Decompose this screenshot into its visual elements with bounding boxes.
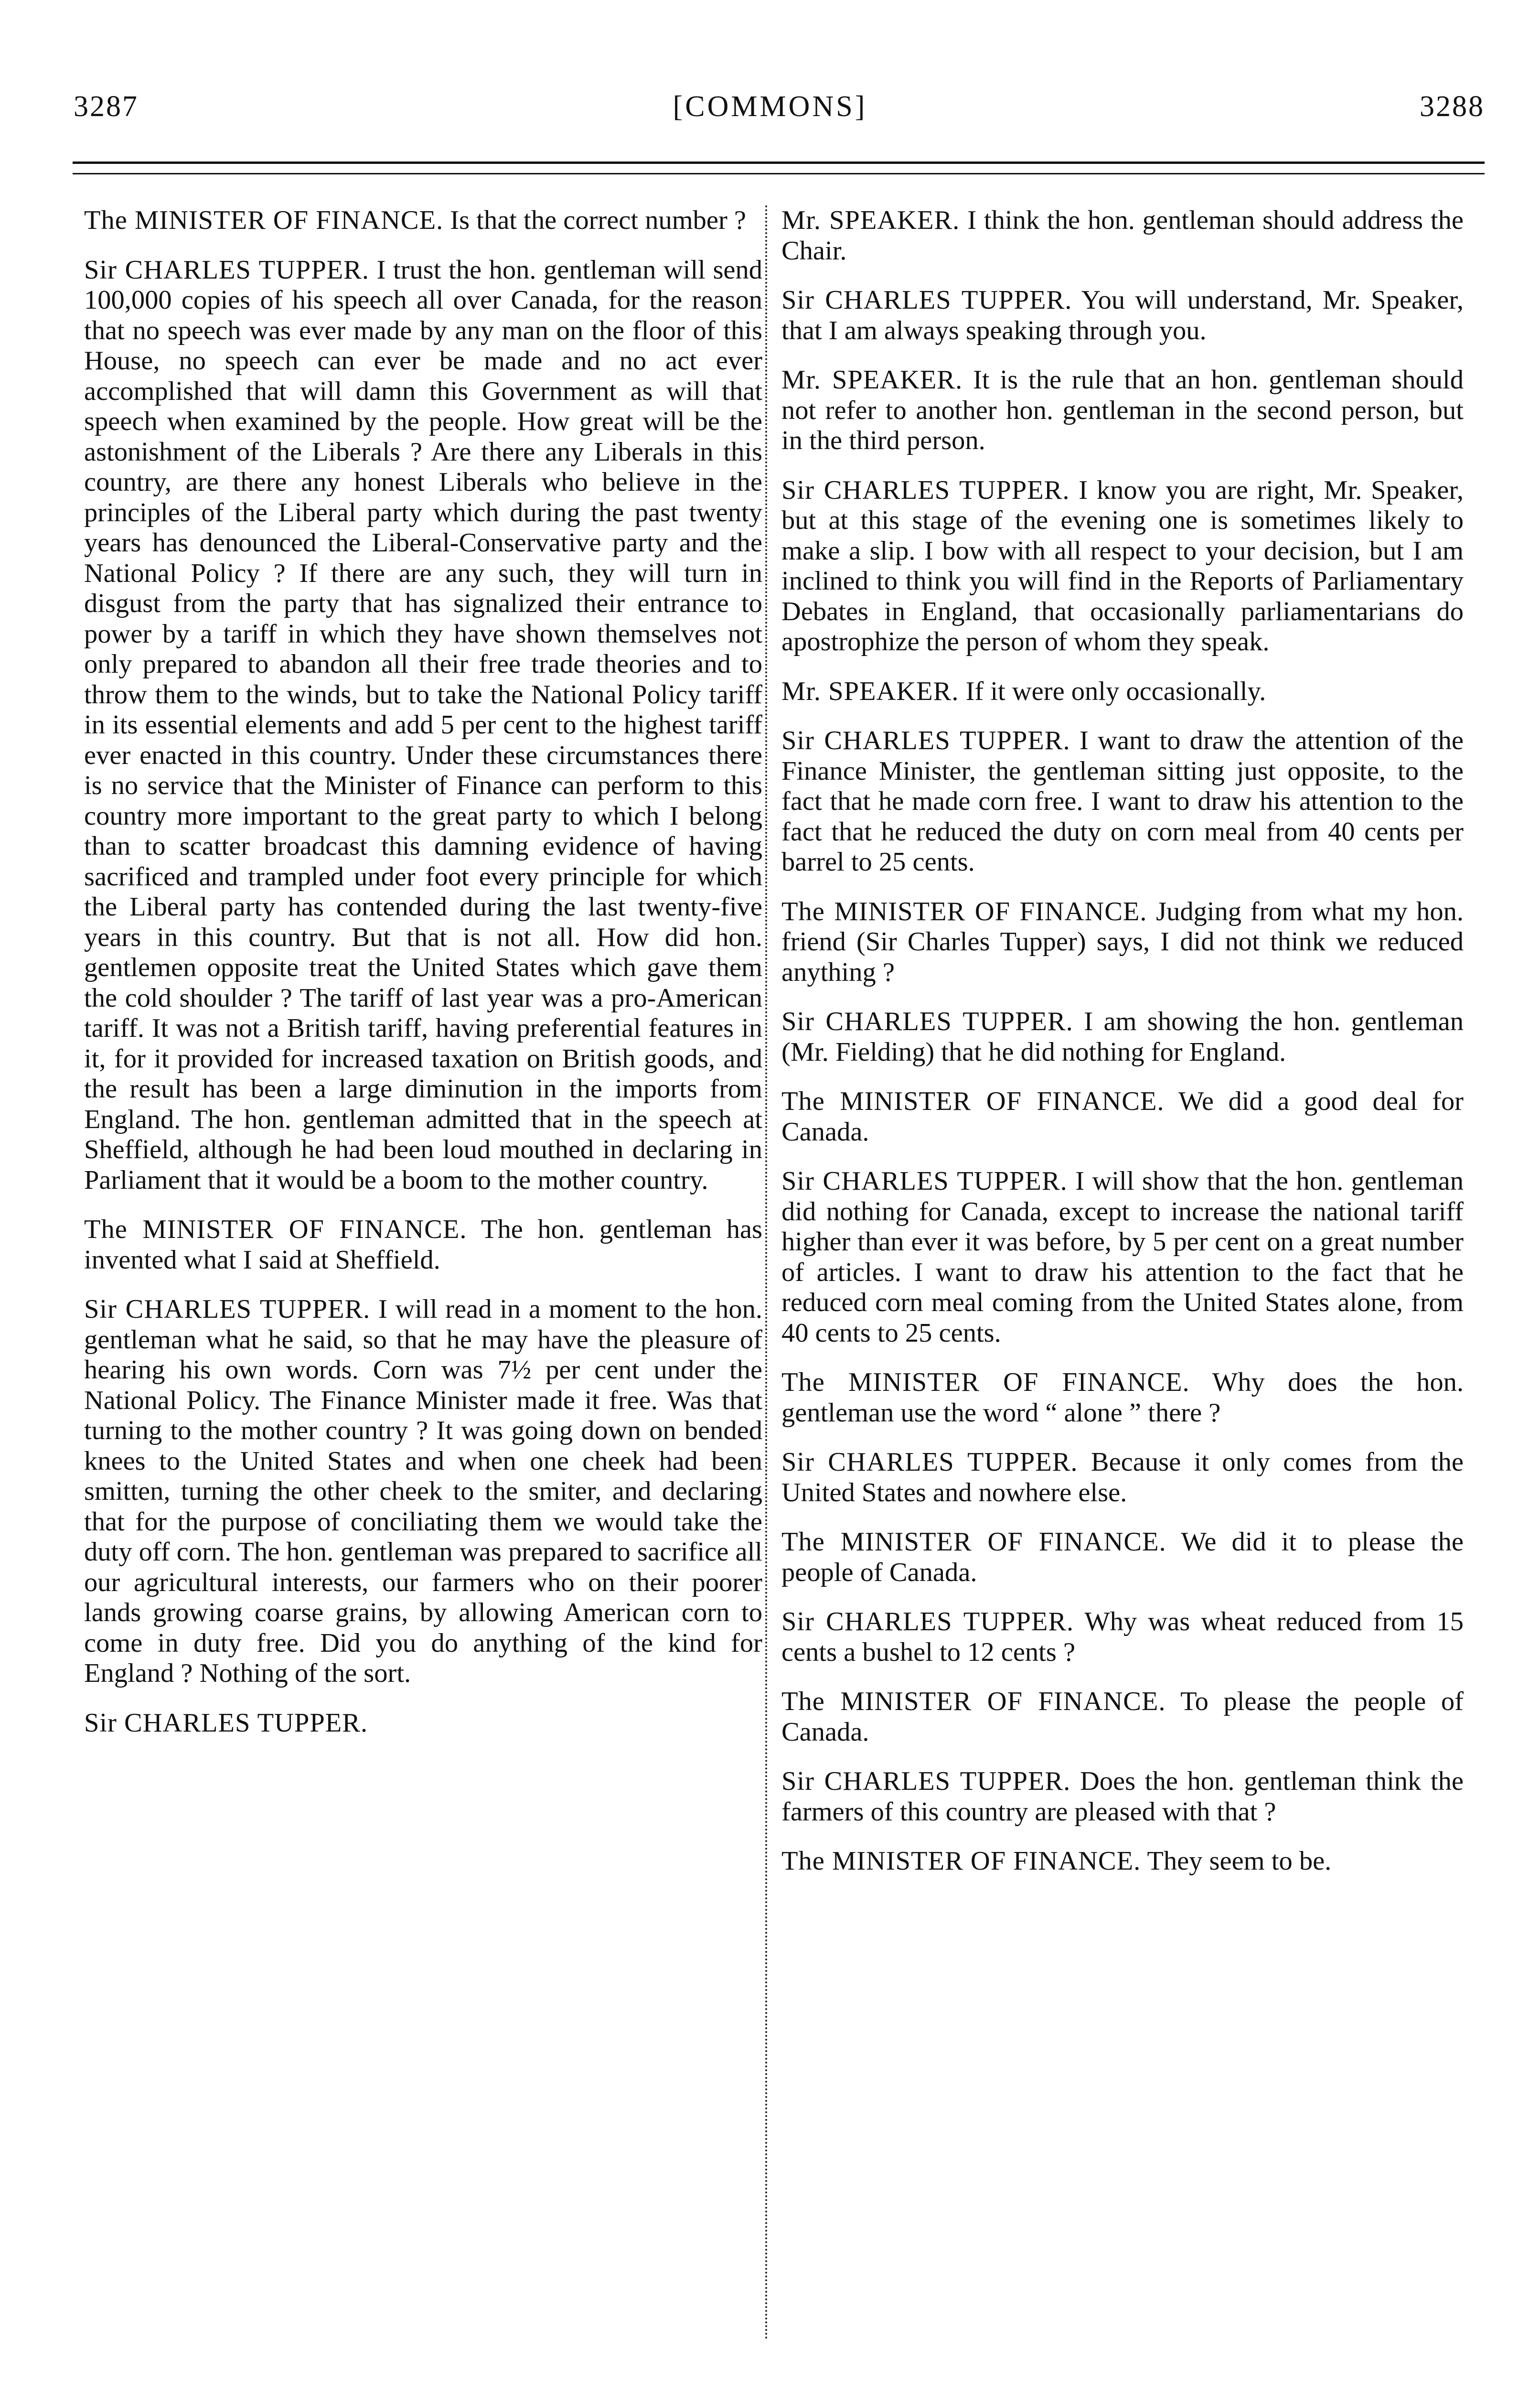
speaker-name: Sir CHARLES TUPPER.: [84, 1708, 368, 1738]
header-rule-top: [73, 161, 1485, 164]
speech-paragraph: [781, 475, 1464, 657]
speech-text: I know you are right, Mr. Speaker, but at this stage of the evening one is sometimes likely to make a slip. I bow with all respect to your decision, but I am inclined to think you will find in the Reports of Parliamentary Debates in England, that occasionally parliamentarians do apostrophize the person of whom they speak.: [781, 475, 1464, 656]
speech-paragraph: [781, 1687, 1464, 1747]
speech-text: Does the hon. gentleman think the farmers of this country are pleased with that ?: [781, 1766, 1464, 1827]
speech-text: I want to draw the attention of the Finance Minister, the gentleman sitting just opposite, to the fact that he made corn free. I want to draw his attention to the fact that he reduced the duty on corn meal from 40 cents per barrel to 25 cents.: [781, 726, 1464, 877]
speech-text: To please the people of Canada.: [781, 1687, 1464, 1747]
speaker-name: The MINISTER OF FINANCE.: [781, 1087, 1165, 1116]
speech-text: Why was wheat reduced from 15 cents a bushel to 12 cents ?: [781, 1607, 1464, 1667]
speech-text: Why does the hon. gentleman use the word “ alone ” there ?: [781, 1367, 1464, 1428]
speaker-name: The MINISTER OF FINANCE.: [781, 896, 1147, 926]
speaker-name: Mr. SPEAKER.: [781, 676, 959, 706]
header-rule-bottom: [73, 173, 1485, 174]
speech-text: We did a good deal for Canada.: [781, 1087, 1464, 1147]
speech-text: They seem to be.: [1147, 1846, 1332, 1876]
speech-paragraph: [781, 1087, 1464, 1147]
speaker-name: Mr. SPEAKER.: [781, 205, 960, 235]
speaker-name: Sir CHARLES TUPPER.: [781, 726, 1070, 755]
left-column: [84, 205, 762, 1757]
speech-text: You will understand, Mr. Speaker, that I am always speaking through you.: [781, 285, 1464, 345]
speaker-name: The MINISTER OF FINANCE.: [781, 1527, 1166, 1557]
speech-paragraph: [84, 205, 762, 236]
speech-paragraph: [781, 897, 1464, 988]
speech-paragraph: [781, 205, 1464, 266]
speaker-name: Sir CHARLES TUPPER.: [781, 1007, 1073, 1036]
speech-text: Is that the correct number ?: [450, 205, 746, 235]
speaker-name: Mr. SPEAKER.: [781, 365, 963, 395]
speaker-name: Sir CHARLES TUPPER.: [781, 1166, 1068, 1196]
speaker-name: Sir CHARLES TUPPER.: [84, 255, 369, 285]
speech-paragraph: [84, 1708, 762, 1739]
speaker-name: Sir CHARLES TUPPER.: [781, 1607, 1074, 1636]
speech-text: If it were only occasionally.: [965, 676, 1266, 706]
speaker-name: Sir CHARLES TUPPER.: [781, 475, 1070, 505]
speech-text: I will read in a moment to the hon. gentleman what he said, so that he may have the pleasure of hearing his own words. Corn was 7½ per cent under the National Policy. The Finance Minister made it free. Was that turning to the mother country ? It was going down on bended knees to the United States and when one cheek had been smitten, turning the other cheek to the smiter, and declaring that for the purpose of conciliating them we would take the duty off corn. The hon. gentleman was prepared to sacrifice all our agricultural interests, our farmers who on their poorer lands growing coarse grains, by allowing American corn to come in duty free. Did you do anything of the kind for England ? Nothing of the sort.: [84, 1294, 762, 1688]
speech-paragraph: [781, 1367, 1464, 1428]
speaker-name: The MINISTER OF FINANCE.: [781, 1687, 1166, 1716]
speech-text: Judging from what my hon. friend (Sir Charles Tupper) says, I did not think we reduced anything ?: [781, 896, 1464, 987]
speech-paragraph: [84, 1215, 762, 1275]
speaker-name: The MINISTER OF FINANCE.: [781, 1846, 1141, 1876]
speech-paragraph: [781, 1527, 1464, 1588]
speech-paragraph: [781, 285, 1464, 346]
speech-text: I am showing the hon. gentleman (Mr. Fielding) that he did nothing for England.: [781, 1007, 1464, 1067]
speech-paragraph: [84, 1294, 762, 1689]
speech-paragraph: [781, 677, 1464, 707]
page-title: [COMMONS]: [673, 90, 867, 123]
speech-text: Because it only comes from the United States and nowhere else.: [781, 1447, 1464, 1507]
speech-paragraph: [781, 726, 1464, 878]
speech-paragraph: [781, 1447, 1464, 1508]
speech-paragraph: [781, 1766, 1464, 1827]
speaker-name: Sir CHARLES TUPPER.: [781, 1766, 1071, 1796]
speech-paragraph: [84, 255, 762, 1196]
speaker-name: Sir CHARLES TUPPER.: [781, 285, 1072, 315]
speech-text: It is the rule that an hon. gentleman should not refer to another hon. gentleman in the second person, but in the third person.: [781, 365, 1464, 455]
speech-paragraph: [781, 1007, 1464, 1067]
speech-paragraph: [781, 1166, 1464, 1348]
speaker-name: Sir CHARLES TUPPER.: [84, 1294, 371, 1324]
speech-text: I think the hon. gentleman should address the Chair.: [781, 205, 1464, 266]
speech-text: We did it to please the people of Canada.: [781, 1527, 1464, 1587]
left-page-number: 3287: [74, 90, 139, 123]
speaker-name: The MINISTER OF FINANCE.: [84, 205, 444, 235]
speech-text: I trust the hon. gentleman will send 100,000 copies of his speech all over Canada, for the reason that no speech was ever made by any man on the floor of this House, no speech can ever be made and no act ever accomplished that will damn this Government as will that speech when examined by the people. How great will be the astonishment of the Liberals ? Are there any Liberals in this country, are there any honest Liberals who believe in the principles of the Liberal party which during the past twenty years has denounced the Liberal-Conservative party and the National Policy ? If there are any such, they will turn in disgust from the party that has signalized their entrance to power by a tariff in which they have shown themselves not only prepared to abandon all their free trade theories and to throw them to the winds, but to take the National Policy tariff in its essential elements and add 5 per cent to the highest tariff ever enacted in this country. Under these circumstances there is no service that the Minister of Finance can perform to this country more important to the great party to which I belong than to scatter broadcast this damning evidence of having sacrificed and trampled under foot every principle for which the Liberal party has contended during the last twenty-five years in this country. But that is not all. How did hon. gentlemen opposite treat the United States which gave them the cold shoulder ? The tariff of last year was a pro-American tariff. It was not a British tariff, having preferential features in it, for it provided for increased taxation on British goods, and the result has been a large diminution in the imports from England. The hon. gentleman admitted that in the speech at Sheffield, although he had been loud mouthed in declaring in Parliament that it would be a boom to the mother country.: [84, 255, 763, 1195]
speech-paragraph: [781, 1607, 1464, 1668]
right-column: [781, 205, 1464, 1896]
column-divider: [765, 205, 767, 2341]
speaker-name: The MINISTER OF FINANCE.: [84, 1215, 467, 1244]
right-page-number: 3288: [1420, 90, 1485, 123]
speech-text: The hon. gentleman has invented what I said at Sheffield.: [84, 1215, 763, 1275]
speech-paragraph: [781, 1846, 1464, 1877]
speaker-name: Sir CHARLES TUPPER.: [781, 1447, 1078, 1477]
speech-text: I will show that the hon. gentleman did nothing for Canada, except to increase the national tariff higher than ever it was before, by 5 per cent on a great number of articles. I want to draw his attention to the fact that he reduced corn meal coming from the United States alone, from 40 cents to 25 cents.: [781, 1166, 1464, 1348]
speech-paragraph: [781, 365, 1464, 456]
speaker-name: The MINISTER OF FINANCE.: [781, 1367, 1190, 1397]
